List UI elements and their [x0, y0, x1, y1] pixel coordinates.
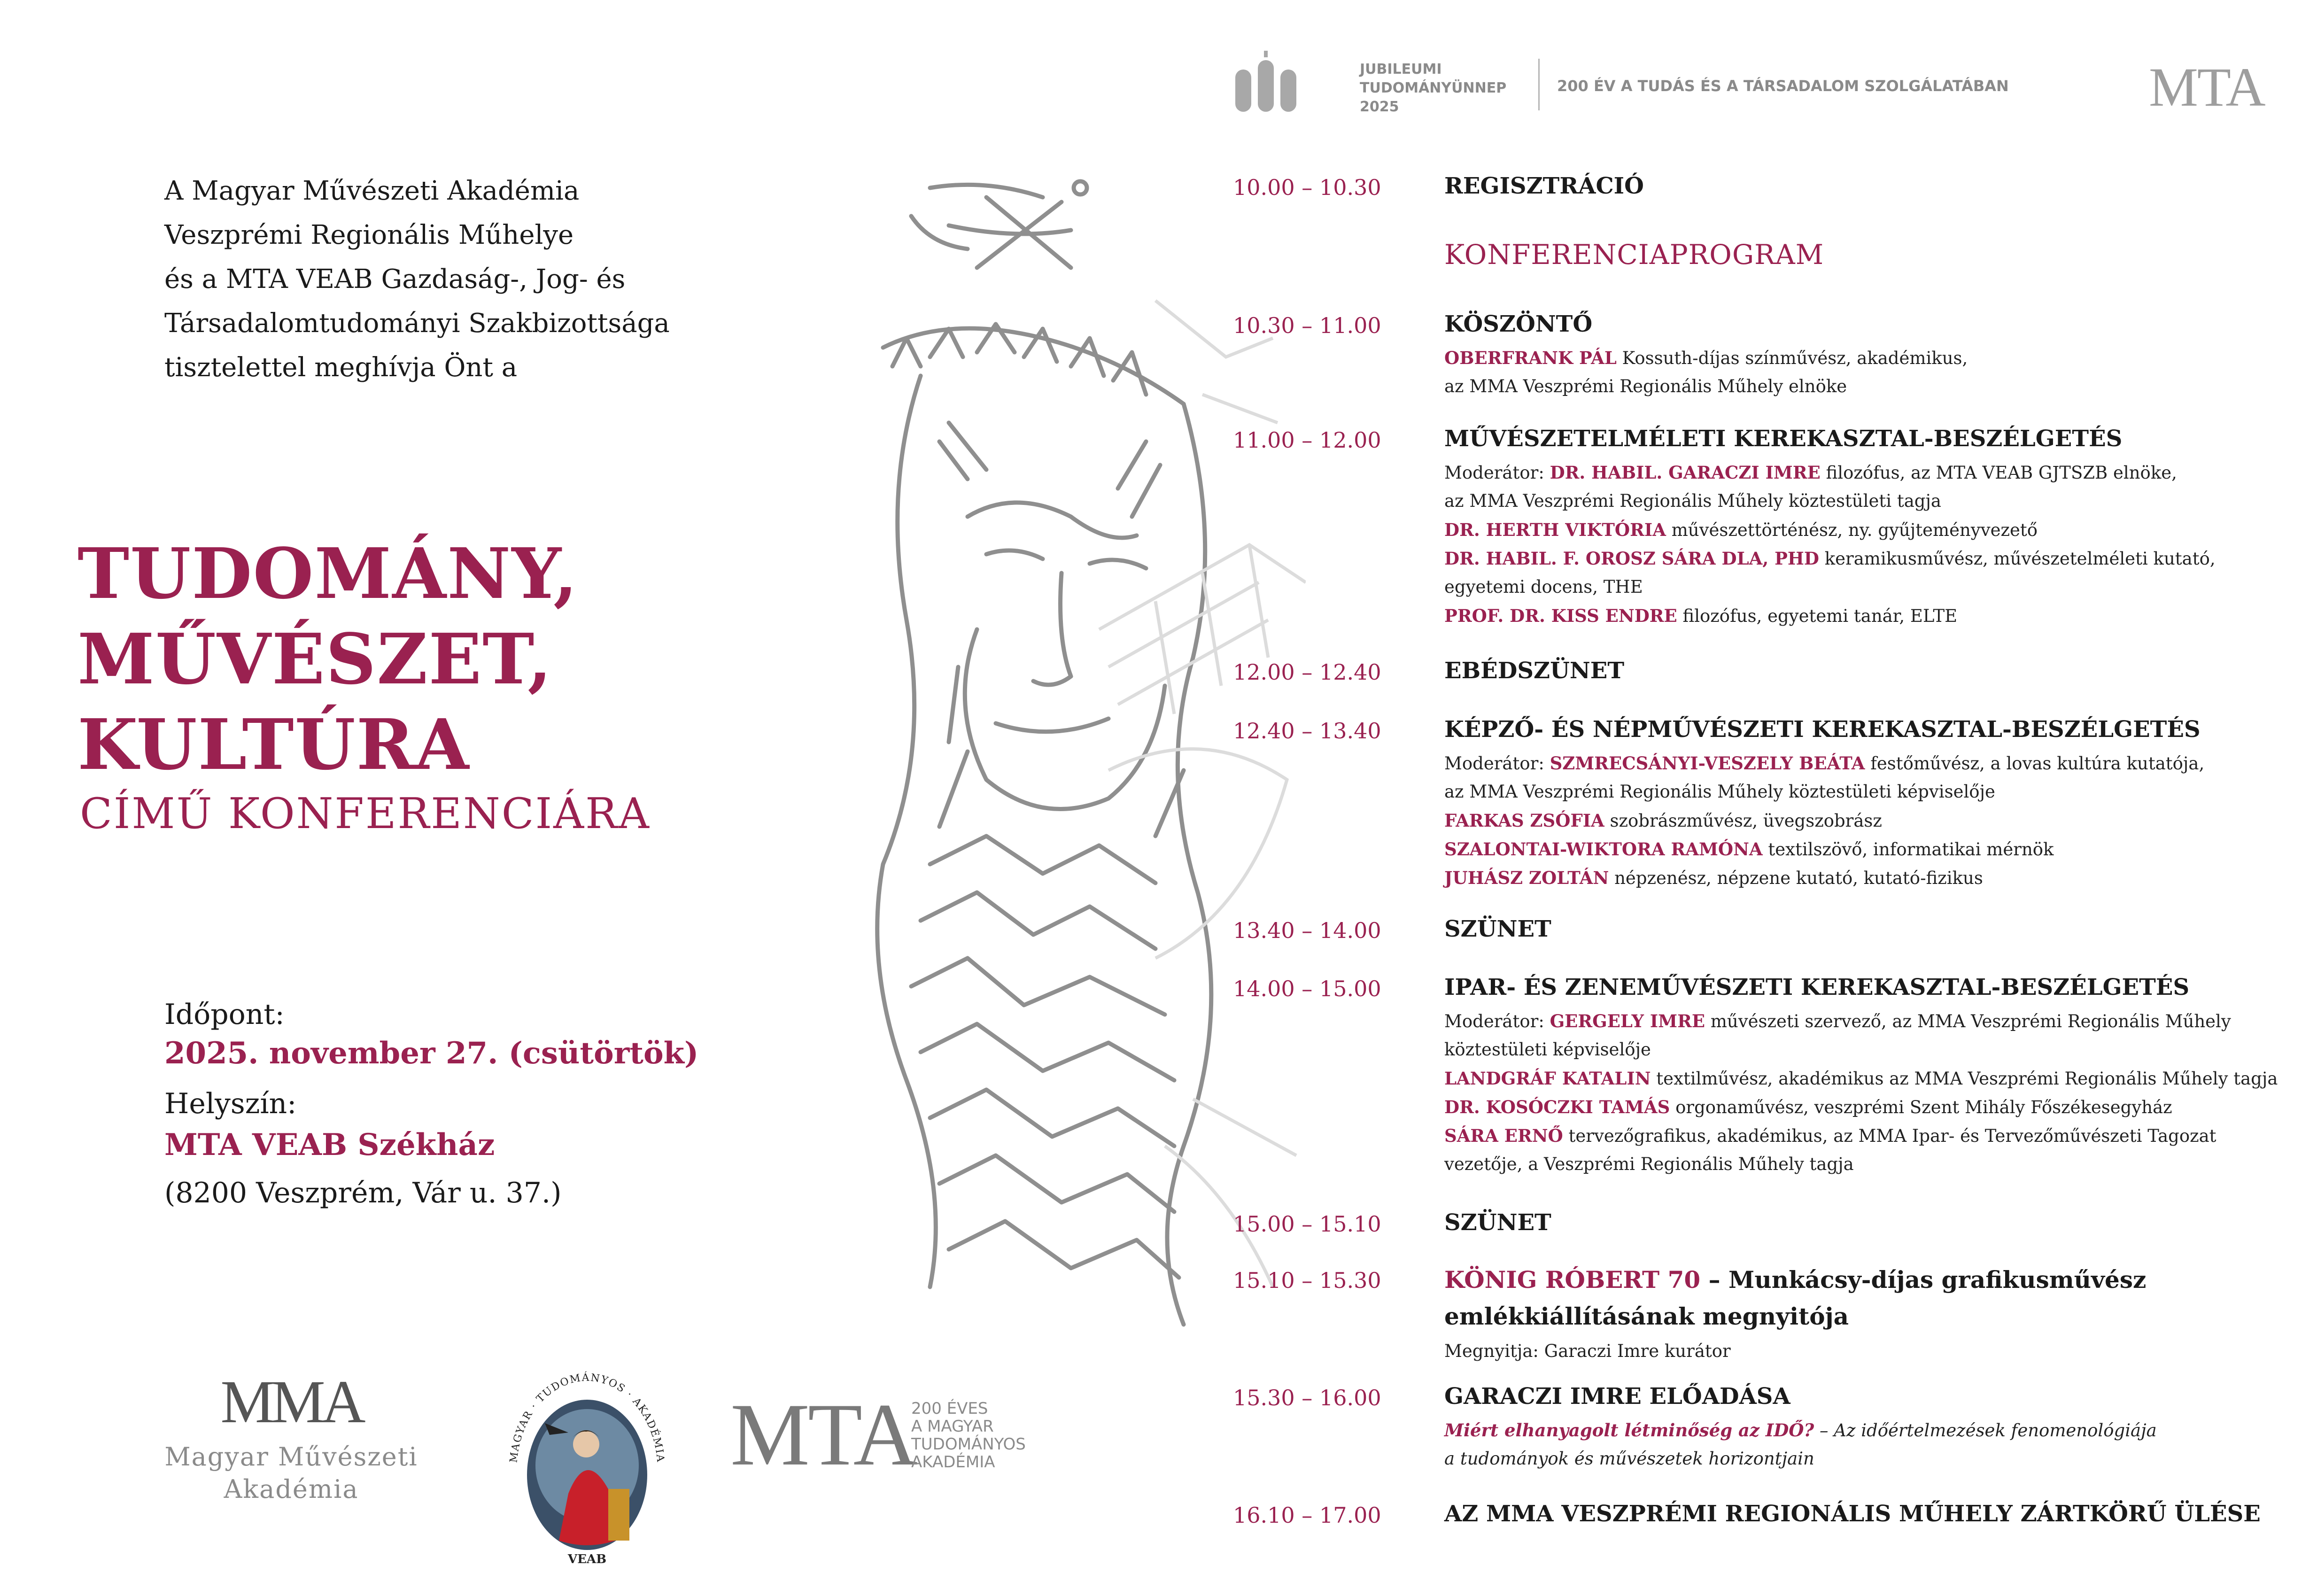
schedule-time: 15.00 – 15.10: [1233, 1211, 1381, 1237]
schedule-time: 13.40 – 14.00: [1233, 918, 1381, 943]
speaker-description: szobrászművész, üvegszobrász: [1604, 811, 1882, 831]
schedule-line: [1444, 753, 2204, 774]
speaker-description: textilszövő, informatikai mérnök: [1762, 839, 2054, 860]
speaker-description: művészeti szervező, az MMA Veszprémi Regionális Műhely: [1705, 1011, 2231, 1031]
speaker-name: SÁRA ERNŐ: [1444, 1125, 1563, 1146]
mta-200-mark: MTA: [730, 1386, 916, 1484]
jubilee-line: 2025: [1360, 99, 1399, 115]
schedule-title: KÖSZÖNTŐ: [1444, 311, 1593, 337]
schedule-time: 12.00 – 12.40: [1233, 659, 1381, 685]
speaker-name: OBERFRANK PÁL: [1444, 348, 1617, 368]
schedule-time: 15.10 – 15.30: [1233, 1268, 1381, 1293]
schedule-time: 14.00 – 15.00: [1233, 976, 1381, 1001]
schedule-title: MŰVÉSZETELMÉLETI KEREKASZTAL-BESZÉLGETÉS: [1444, 426, 2123, 452]
mma-logo: [164, 1368, 418, 1504]
mma-name-line: Magyar Művészeti: [164, 1442, 418, 1472]
speaker-description: az MMA Veszprémi Regionális Műhely köztestületi tagja: [1444, 491, 1941, 511]
speaker-name: FARKAS ZSÓFIA: [1444, 810, 1604, 831]
speaker-name: GERGELY IMRE: [1550, 1011, 1705, 1031]
schedule-line: [1444, 1011, 2231, 1031]
speaker-description: köztestületi képviselője: [1444, 1039, 1651, 1060]
schedule-line: [1444, 605, 1957, 626]
speaker-name: Miért elhanyagolt létminőség az IDŐ?: [1444, 1420, 1814, 1441]
schedule-line: [1444, 519, 2038, 540]
speaker-description: orgonaművész, veszprémi Szent Mihály Főszékesegyház: [1670, 1097, 2172, 1117]
invitation-intro: A Magyar Művészeti Akadémia Veszprémi Regionális Műhelye és a MTA VEAB Gazdaság-, Jog- és Társadalomtudományi Szakbizottsága tisztelettel meghívja Önt a: [164, 176, 670, 383]
schedule-line: [1444, 1449, 1814, 1469]
speaker-description: művészettörténész, ny. gyűjteményvezető: [1666, 520, 2038, 540]
schedule-title: AZ MMA VESZPRÉMI REGIONÁLIS MŰHELY ZÁRTKÖRŰ ÜLÉSE: [1444, 1501, 2261, 1527]
jubilee-arches-icon: [1235, 51, 1296, 112]
schedule-line: [1444, 1125, 2216, 1146]
speaker-description: festőművész, a lovas kultúra kutatója,: [1865, 753, 2205, 774]
header-mta-logo: MTA: [2149, 56, 2265, 118]
jubilee-line: JUBILEUMI: [1360, 61, 1442, 77]
speaker-name: JUHÁSZ ZOLTÁN: [1444, 868, 1609, 888]
speaker-description: népzenész, népzene kutató, kutató-fizikus: [1609, 868, 1983, 888]
schedule-time: 12.40 – 13.40: [1233, 718, 1381, 744]
speaker-description: tervezőgrafikus, akadémikus, az MMA Ipar- és Tervezőművészeti Tagozat: [1563, 1126, 2216, 1146]
speaker-description: egyetemi docens, THE: [1444, 577, 1643, 597]
mta-200-logo: [730, 1386, 916, 1484]
conference-subtitle: CÍMŰ KONFERENCIÁRA: [80, 789, 651, 838]
speaker-description: a tudományok és művészetek horizontjain: [1444, 1449, 1814, 1469]
speaker-name: DR. HABIL. F. OROSZ SÁRA DLA, PHD: [1444, 548, 1819, 569]
schedule-line: [1444, 1097, 2172, 1117]
jubilee-label: [1360, 60, 1506, 116]
speaker-name: DR. KOSÓCZKI TAMÁS: [1444, 1097, 1670, 1117]
schedule-line: [1444, 548, 2216, 569]
schedule-time: 11.00 – 12.00: [1233, 427, 1381, 453]
schedule-line: [1444, 491, 1941, 511]
conference-title: TUDOMÁNY, MŰVÉSZET, KULTÚRA: [77, 533, 579, 785]
schedule-line: [1444, 348, 1968, 368]
speaker-description: az MMA Veszprémi Regionális Műhely köztestületi képviselője: [1444, 782, 1995, 802]
schedule-line: [1444, 868, 1983, 888]
schedule-title: SZÜNET: [1444, 1209, 1551, 1236]
schedule-line: [1444, 1039, 1651, 1060]
schedule-line: [1444, 1341, 1731, 1361]
schedule-time: 16.10 – 17.00: [1233, 1503, 1381, 1528]
program-heading: KONFERENCIAPROGRAM: [1444, 239, 1824, 271]
schedule-time: 15.30 – 16.00: [1233, 1385, 1381, 1410]
speaker-description: vezetője, a Veszprémi Regionális Műhely tagja: [1444, 1154, 1854, 1174]
schedule-title: IPAR- ÉS ZENEMŰVÉSZETI KEREKASZTAL-BESZÉLGETÉS: [1444, 974, 2190, 1000]
schedule-line: [1444, 782, 1995, 802]
exhibition-name: KÖNIG RÓBERT 70: [1444, 1266, 1701, 1294]
speaker-name: PROF. DR. KISS ENDRE: [1444, 605, 1677, 626]
schedule-title: EBÉDSZÜNET: [1444, 658, 1625, 684]
mta-200-subtext: 200 ÉVES A MAGYAR TUDOMÁNYOS AKADÉMIA: [911, 1399, 1026, 1472]
speaker-description: Megnyitja: Garaczi Imre kurátor: [1444, 1341, 1731, 1361]
schedule-title: KÉPZŐ- ÉS NÉPMŰVÉSZETI KEREKASZTAL-BESZÉLGETÉS: [1444, 716, 2201, 743]
schedule-line: [1444, 376, 1847, 396]
speaker-name: DR. HERTH VIKTÓRIA: [1444, 519, 1666, 540]
place-label: Helyszín:: [164, 1087, 297, 1120]
schedule-title: SZÜNET: [1444, 916, 1551, 942]
speaker-name: DR. HABIL. GARACZI IMRE: [1550, 462, 1821, 483]
schedule-title: REGISZTRÁCIÓ: [1444, 173, 1644, 199]
schedule-title-line2: emlékkiállításának megnyitója: [1444, 1302, 1849, 1330]
date-label: Időpont:: [164, 998, 285, 1031]
portrait-sketch-illustration: [686, 160, 1306, 1362]
schedule-title: [1444, 1266, 2146, 1294]
speaker-description: az MMA Veszprémi Regionális Műhely elnöke: [1444, 376, 1847, 396]
speaker-description: Kossuth-díjas színművész, akadémikus,: [1616, 348, 1968, 368]
schedule-line: [1444, 839, 2054, 860]
speaker-name: LANDGRÁF KATALIN: [1444, 1068, 1651, 1089]
speaker-description: textilművész, akadémikus az MMA Veszprémi Regionális Műhely tagja: [1651, 1069, 2278, 1089]
date-value: 2025. november 27. (csütörtök): [164, 1036, 699, 1071]
header-tagline: 200 ÉV A TUDÁS ÉS A TÁRSADALOM SZOLGÁLATÁBAN: [1557, 77, 2009, 95]
seal-text: MAGYAR · TUDOMÁNYOS · AKADÉMIA: [508, 1371, 666, 1464]
mta-academy-seal: [498, 1353, 676, 1569]
schedule-line: [1444, 810, 1882, 831]
schedule-time: 10.30 – 11.00: [1233, 313, 1381, 338]
place-value: MTA VEAB Székház: [164, 1127, 495, 1162]
role-label: Moderátor:: [1444, 463, 1550, 483]
schedule-line: [1444, 1420, 2157, 1441]
schedule-line: [1444, 1068, 2278, 1089]
seal-label: VEAB: [567, 1552, 607, 1566]
speaker-description: keramikusművész, művészetelméleti kutató,: [1819, 549, 2216, 569]
schedule-line: [1444, 1154, 1854, 1174]
schedule-time: 10.00 – 10.30: [1233, 175, 1381, 200]
role-label: Moderátor:: [1444, 753, 1550, 774]
address: (8200 Veszprém, Vár u. 37.): [164, 1177, 562, 1209]
jubilee-line: TUDOMÁNYÜNNEP: [1360, 80, 1507, 96]
speaker-name: SZALONTAI-WIKTORA RAMÓNA: [1444, 839, 1763, 860]
mma-name-line: Akadémia: [224, 1474, 359, 1504]
header-divider: [1538, 59, 1540, 110]
schedule-line: [1444, 462, 2177, 483]
schedule-line: [1444, 577, 1643, 597]
role-label: Moderátor:: [1444, 1011, 1550, 1031]
speaker-name: SZMRECSÁNYI-VESZELY BEÁTA: [1550, 753, 1865, 774]
exhibition-desc: – Munkácsy-díjas grafikusművész: [1700, 1266, 2147, 1294]
speaker-description: – Az időértelmezések fenomenológiája: [1814, 1420, 2157, 1441]
speaker-description: filozófus, egyetemi tanár, ELTE: [1677, 606, 1958, 626]
speaker-description: filozófus, az MTA VEAB GJTSZB elnöke,: [1820, 463, 2177, 483]
schedule-title: GARACZI IMRE ELŐADÁSA: [1444, 1383, 1790, 1410]
mma-mark: MMA: [220, 1368, 362, 1436]
